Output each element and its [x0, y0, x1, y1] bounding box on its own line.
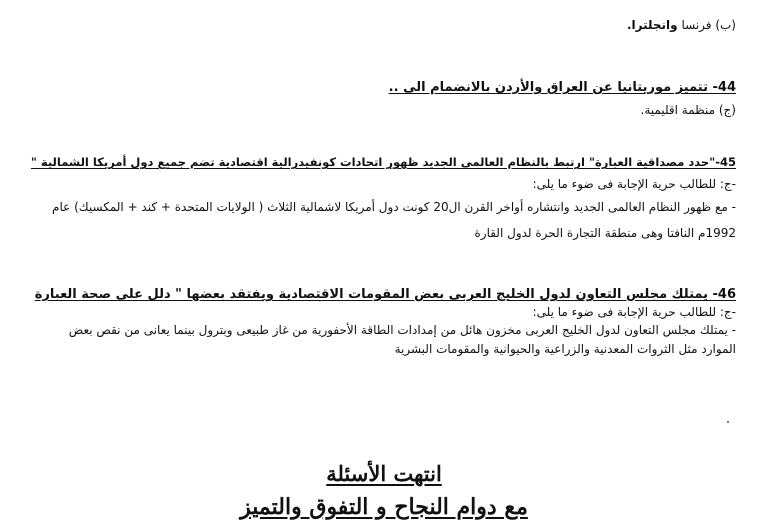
answer-44: (ج) منظمة اقليمية. [640, 103, 736, 117]
item-b [26, 19, 736, 32]
stray-mark [727, 421, 729, 423]
answer-45-line2: 1992م النافتا وهى منطقة التجارة الحرة لدول القارة [474, 226, 736, 240]
answer-45-line1: - مع ظهور النظام العالمى الجديد وانتشاره أواخر القرن ال20 كونت دول أمريكا لاشمالية الثلاث ( الولايات المتحدة + كند + المكسيك) عام [52, 200, 736, 214]
closing-wish: مع دوام النجاح و التفوق والتميز [240, 494, 528, 520]
closing-title: انتهت الأسئلة [326, 461, 442, 486]
answer-46-line1: - يمتلك مجلس التعاون لدول الخليج العربى مخزون هائل من إمدادات الطاقة الأحفورية من غاز طبيعى وبترول بينما يعانى من نقص بعض [68, 323, 736, 337]
item-b-bold: وانجلترا. [626, 18, 678, 32]
question-46: 46- يمتلك مجلس التعاون لدول الخليج العربى بعض المقومات الاقتصادية ويفتقد بعضها " دلل على صحة العبارة [34, 287, 736, 302]
answer-46-line2: الموارد مثل الثروات المعدنية والزراعية والحيوانية والمقومات البشرية [394, 342, 736, 356]
answer-46-intro: -ج: للطالب حرية الإجابة فى ضوء ما يلى: [532, 305, 736, 319]
item-b-prefix: (ب) فرنسا [677, 18, 736, 32]
question-44: 44- تتميز موريتانيا عن العراق والأردن بالانضمام الى .. [388, 80, 736, 95]
answer-45-intro: -ج: للطالب حرية الإجابة فى ضوء ما يلى: [532, 177, 736, 191]
question-45: 45-"حدد مصداقية العبارة" ارتبط بالنظام العالمى الجديد ظهور اتحادات كونفيدرالية اقتصادية تضم جميع دول أمريكا الشمالية " [30, 155, 736, 169]
